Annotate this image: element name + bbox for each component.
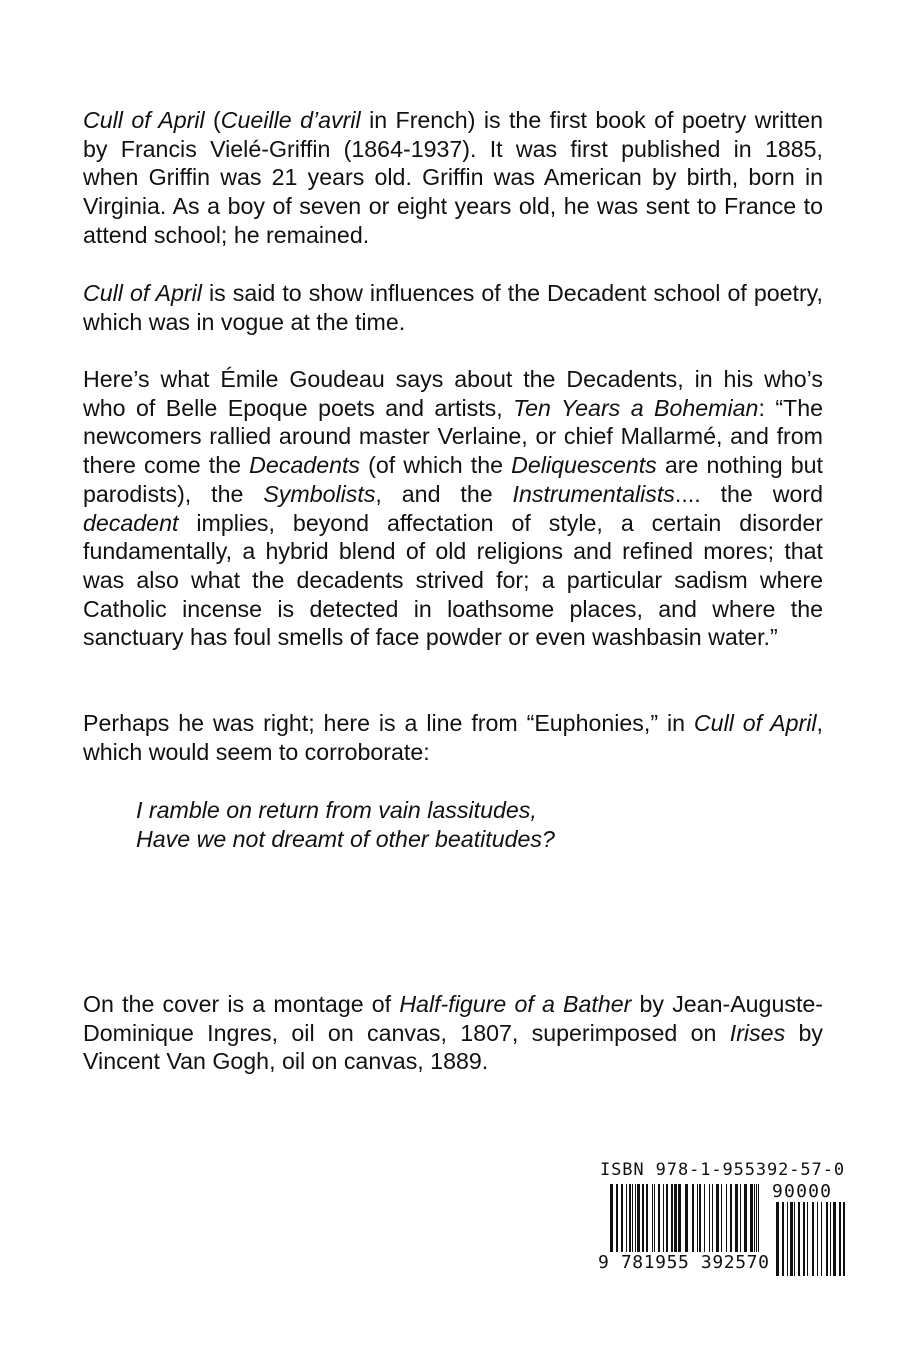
painting-title: Irises — [729, 1019, 786, 1046]
barcode-bar — [830, 1202, 831, 1276]
book-title: Cull of April — [83, 107, 205, 133]
term-decadent: decadent — [83, 509, 179, 536]
text-segment: are nothing but parodists), the — [83, 452, 823, 507]
text-segment: implies, beyond affectation of style, a certain disorder fundamentally, a hybrid blend of old religions and refined mores; that was also what the decadents strived for; a particular sadism where Catholic incense is detected in loathsome places, and where the sanctuary has foul smells of face powder or even washbasin water.” — [83, 509, 823, 651]
ean-digits: 9 781955 392570 — [598, 1252, 770, 1273]
text-segment: , which would seem to corroborate: — [83, 710, 823, 765]
barcode-bar — [833, 1202, 836, 1276]
text-segment: : “The newcomers rallied around master Verlaine, or chief Mallarmé, and from there come the — [83, 394, 823, 479]
barcode-bar — [787, 1202, 788, 1276]
barcode-bar — [812, 1202, 814, 1276]
barcode-bar — [798, 1202, 800, 1276]
isbn-label: ISBN 978-1-955392-57-0 — [600, 1160, 845, 1180]
barcode-bar — [843, 1202, 845, 1276]
euphonies-paragraph — [83, 709, 823, 766]
cited-book-title: Ten Years a Bohemian — [513, 394, 759, 421]
price-addon-label: 90000 — [772, 1181, 833, 1202]
barcode-bar — [839, 1202, 841, 1276]
text-segment: by Vincent Van Gogh, oil on canvas, 1889. — [83, 1019, 823, 1075]
goudeau-quote-paragraph — [83, 365, 823, 652]
term-symbolists: Symbolists — [263, 480, 376, 507]
text-segment: is said to show influences of the Decadent school of poetry, which was in vogue at the time. — [83, 280, 824, 335]
text-segment: , and the — [375, 480, 513, 507]
french-title: Cueille d’avril — [220, 107, 361, 133]
book-title: Cull of April — [83, 280, 202, 306]
book-title: Cull of April — [693, 710, 817, 736]
verse-line: I ramble on return from vain lassitudes, — [136, 797, 537, 823]
text-segment: in French) is the first book of poetry written by Francis Vielé-Griffin (1864-1937). It was first published in 1885, when Griffin was 21 years old. Griffin was American by birth, born in Virginia. As a boy of seven or eight years old, he was sent to France to attend school; he remained. — [83, 107, 823, 248]
barcode-bar — [821, 1202, 822, 1276]
barcode-bar — [807, 1202, 808, 1276]
text-segment: .... the word — [674, 480, 823, 507]
barcode-bar — [782, 1202, 784, 1276]
barcode-bar — [817, 1202, 818, 1276]
barcode-bar — [794, 1202, 795, 1276]
barcode-bar — [790, 1202, 793, 1276]
isbn-barcode — [596, 1158, 860, 1280]
text-segment: On the cover is a montage of — [83, 991, 400, 1017]
term-deliquescents: Deliquescents — [511, 452, 657, 479]
text-segment: ( — [204, 107, 221, 133]
term-decadents: Decadents — [249, 452, 361, 479]
cover-credit-paragraph — [83, 990, 823, 1076]
text-segment: by Jean-Auguste-Dominique Ingres, oil on canvas, 1807, superimposed on — [83, 991, 824, 1046]
term-instrumentalists: Instrumentalists — [512, 480, 675, 507]
text-segment: Here’s what Émile Goudeau says about the Decadents, in his who’s who of Belle Epoque poets and artists, — [83, 366, 823, 421]
influence-paragraph — [83, 279, 823, 336]
painting-title: Half-figure of a Bather — [399, 991, 632, 1017]
text-segment: Perhaps he was right; here is a line from “Euphonies,” in — [83, 710, 694, 736]
verse-quote — [136, 796, 736, 853]
barcode-bar — [803, 1202, 805, 1276]
verse-line: Have we not dreamt of other beatitudes? — [136, 825, 555, 852]
barcode-bar — [776, 1202, 779, 1276]
barcode-bar — [826, 1202, 828, 1276]
intro-paragraph — [83, 106, 823, 250]
text-segment: (of which the — [360, 452, 512, 479]
